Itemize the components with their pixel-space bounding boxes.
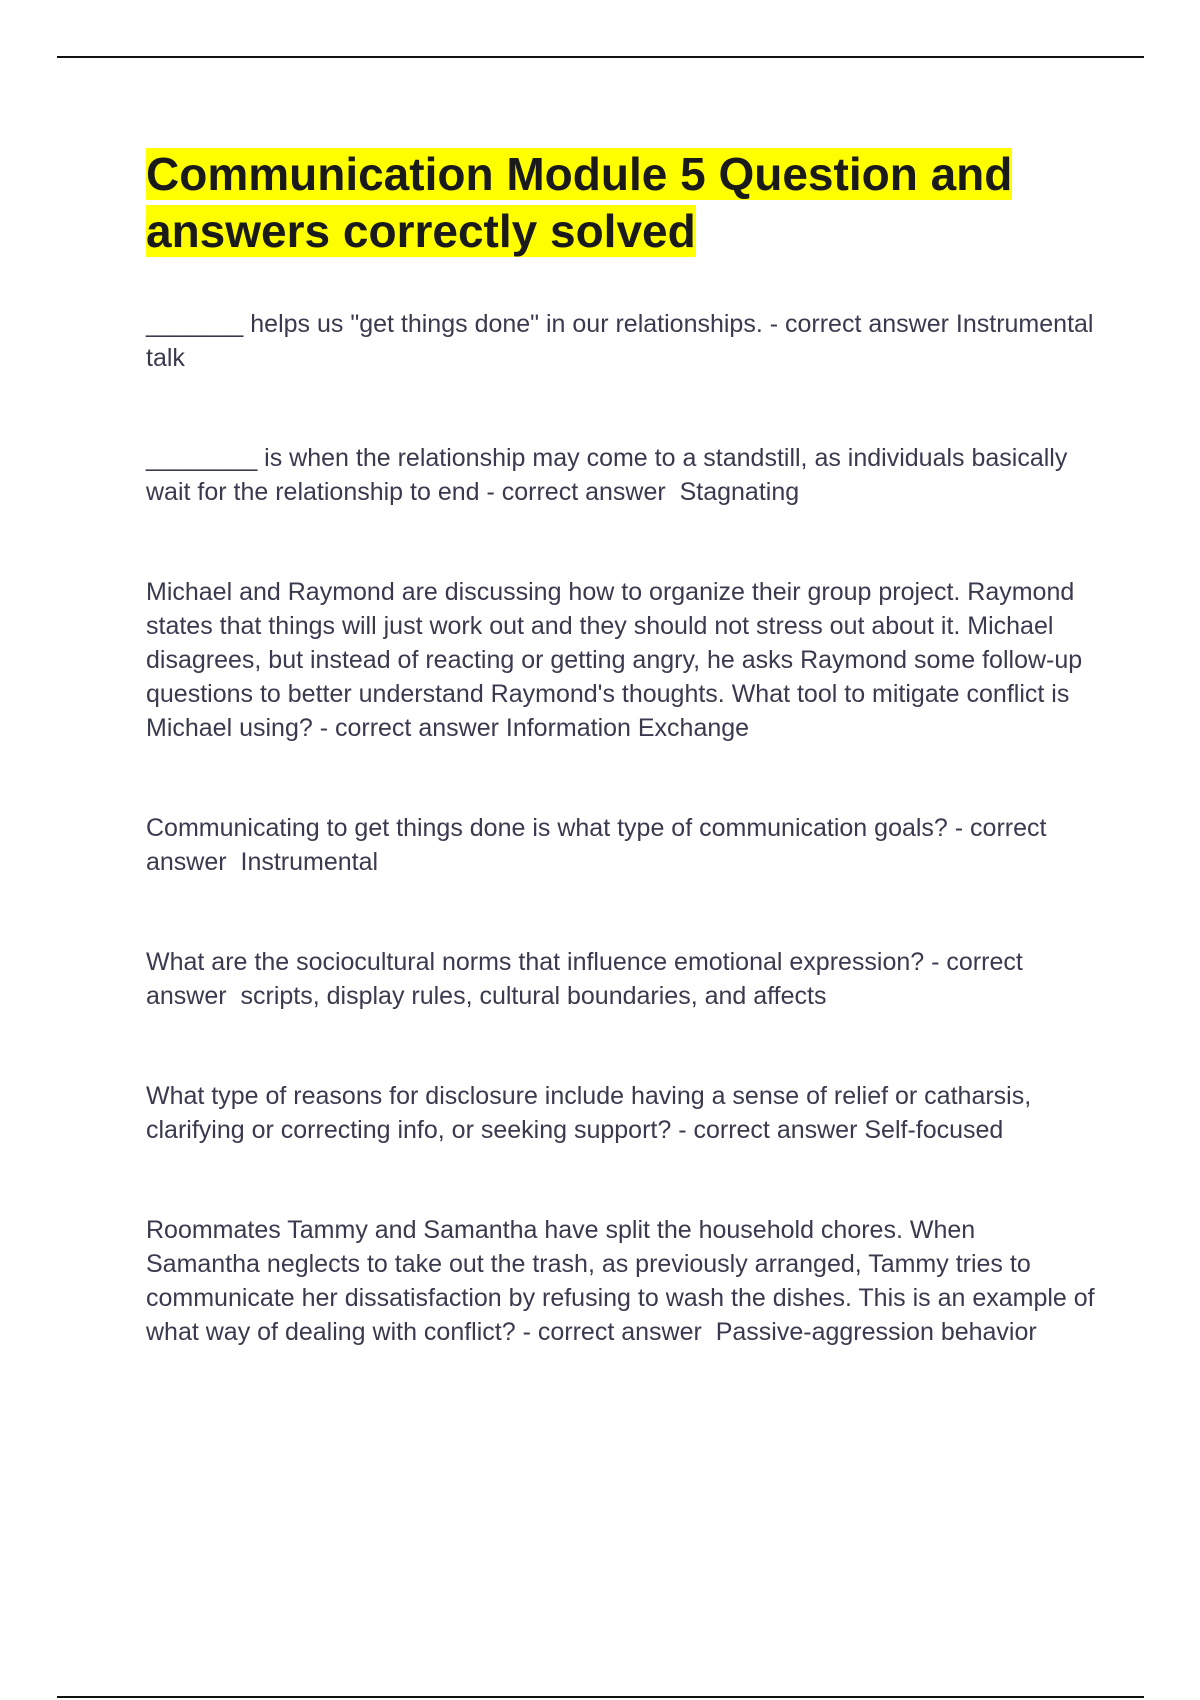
qa-item <box>146 441 1096 509</box>
qa-item <box>146 1079 1096 1147</box>
question-text: Communicating to get things done is what type of communication goals? - correct answer <box>146 814 1054 876</box>
question-text: Michael and Raymond are discussing how to organize their group project. Raymond states that things will just work out and they should not stress out about it. Michael disagrees, but instead of reacting or getting angry, he asks Raymond some follow-up questions to better understand Raymond's thoughts. What tool to mitigate conflict is Michael using? - correct answer <box>146 578 1090 742</box>
answer-text: Passive-aggression behavior <box>715 1318 1037 1346</box>
top-rule <box>57 56 1144 58</box>
qa-item <box>146 307 1101 375</box>
answer-text: Self-focused <box>864 1116 1004 1144</box>
question-text: What are the sociocultural norms that influence emotional expression? - correct answer <box>146 948 1030 1010</box>
document-body <box>146 146 1102 1415</box>
question-text: ________ is when the relationship may come to a standstill, as individuals basically wait for the relationship to end - correct answer <box>146 444 1075 506</box>
answer-text: scripts, display rules, cultural boundaries, and affects <box>240 982 827 1010</box>
answer-text: Information Exchange <box>505 714 750 742</box>
qa-item <box>146 945 1096 1013</box>
qa-item <box>146 1213 1102 1349</box>
qa-item <box>146 811 1096 879</box>
question-text: _______ helps us "get things done" in our relationships. - correct answer <box>146 310 949 338</box>
answer-text: Instrumental talk <box>146 310 1101 372</box>
document-title <box>146 146 1096 260</box>
qa-list <box>146 307 1102 1349</box>
question-text: Roommates Tammy and Samantha have split the household chores. When Samantha neglects to take out the trash, as previously arranged, Tammy tries to communicate her dissatisfaction by refusing to wash the dishes. This is an example of what way of dealing with conflict? - correct answer <box>146 1216 1102 1346</box>
qa-item <box>146 575 1096 745</box>
title-highlight: Communication Module 5 Question and answers correctly solved <box>146 148 1013 257</box>
answer-text: Stagnating <box>679 478 800 506</box>
answer-text: Instrumental <box>240 848 379 876</box>
question-text: What type of reasons for disclosure include having a sense of relief or catharsis, clarifying or correcting info, or seeking support? - correct answer <box>146 1082 1039 1144</box>
bottom-rule <box>57 1696 1144 1698</box>
